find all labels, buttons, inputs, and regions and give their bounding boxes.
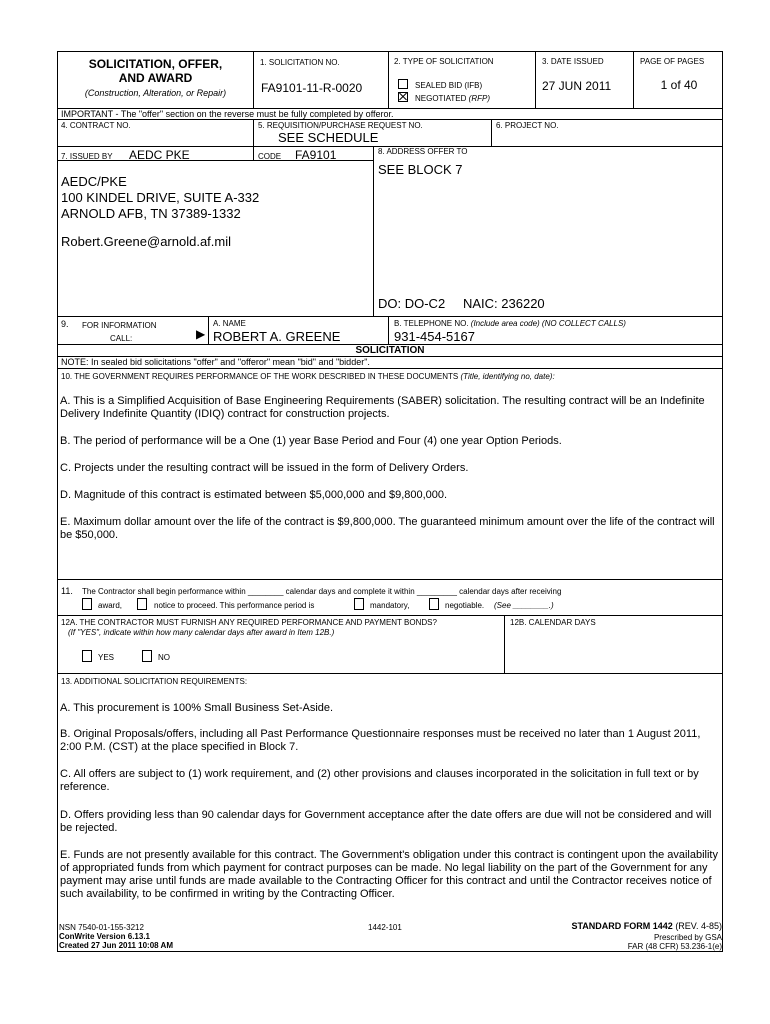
address-line: AEDC/PKE <box>61 174 127 189</box>
footer-far: FAR (48 CFR) 53.236-1(e) <box>627 942 722 951</box>
block8-value[interactable]: SEE BLOCK 7 <box>378 162 463 177</box>
divider <box>535 52 536 108</box>
notice-label: notice to proceed. This performance period is <box>154 601 315 610</box>
award-checkbox[interactable] <box>82 598 92 610</box>
block11-line1: The Contractor shall begin performance within ________ calendar days and complete it within _________ calendar days after receiving <box>82 587 562 596</box>
bonds-yes-checkbox[interactable] <box>82 650 92 662</box>
block10-label-text: 10. THE GOVERNMENT REQUIRES PERFORMANCE OF THE WORK DESCRIBED IN THESE DOCUMENTS <box>61 372 459 381</box>
divider <box>58 368 722 369</box>
block9-number: 9. <box>61 319 69 329</box>
arrow-icon: ▶ <box>196 327 206 341</box>
issuer-address <box>61 174 259 222</box>
block2-label: 2. TYPE OF SOLICITATION <box>394 57 494 66</box>
bonds-no-label: NO <box>158 653 170 662</box>
delivery-office: DO: DO-C2 <box>378 296 446 311</box>
block12b-label: 12B. CALENDAR DAYS <box>510 618 596 627</box>
block13-label: 13. ADDITIONAL SOLICITATION REQUIREMENTS: <box>61 677 248 686</box>
divider <box>253 146 254 160</box>
negotiated-checkbox[interactable] <box>398 92 408 102</box>
phone-label-hint: (Include area code) (NO COLLECT CALLS) <box>470 319 626 328</box>
footer-form-code: 1442-101 <box>368 923 402 932</box>
divider <box>58 673 722 674</box>
footer-nsn: NSN 7540-01-155-3212 <box>59 923 144 932</box>
form-title-line1: SOLICITATION, OFFER, <box>88 57 223 71</box>
negotiable-checkbox[interactable] <box>429 598 439 610</box>
naic-code: NAIC: 236220 <box>463 296 545 311</box>
sealed-bid-label: SEALED BID (IFB) <box>415 81 483 90</box>
award-label: award, <box>98 601 123 610</box>
pages-value: 1 of 40 <box>660 78 698 92</box>
block9-label-line2: CALL: <box>110 334 133 343</box>
block5-value[interactable]: SEE SCHEDULE <box>278 130 379 145</box>
block11-number: 11. <box>61 586 73 596</box>
sf1442-form <box>57 51 723 952</box>
phone-label-text: B. TELEPHONE NO. <box>394 319 469 328</box>
block9-label-line1: FOR INFORMATION <box>82 321 157 330</box>
form-title <box>58 57 253 85</box>
date-issued[interactable]: 27 JUN 2011 <box>542 79 612 93</box>
issued-by-value[interactable]: AEDC PKE <box>129 148 190 162</box>
mandatory-label: mandatory, <box>370 601 410 610</box>
form-name: STANDARD FORM 1442 <box>571 921 673 931</box>
block7-label: 7. ISSUED BY <box>61 152 113 161</box>
pages-label: PAGE OF PAGES <box>640 57 705 66</box>
block13-item: D. Offers providing less than 90 calendar days for Government acceptance after the date offers are due will not be considered and will be rejected. <box>60 809 712 834</box>
solicitation-number[interactable]: FA9101-11-R-0020 <box>261 81 363 95</box>
divider <box>388 52 389 108</box>
mandatory-checkbox[interactable] <box>354 598 364 610</box>
footer-form-name <box>571 921 722 932</box>
divider <box>253 119 254 146</box>
divider <box>253 52 254 108</box>
divider <box>373 146 374 316</box>
notice-checkbox[interactable] <box>137 598 147 610</box>
important-note: IMPORTANT - The "offer" section on the reverse must be fully completed by offeror. <box>61 109 394 119</box>
issuer-email[interactable]: Robert.Greene@arnold.af.mil <box>61 234 231 249</box>
phone-label <box>394 319 626 329</box>
divider <box>58 615 722 616</box>
block8-label: 8. ADDRESS OFFER TO <box>378 147 468 156</box>
block10-label <box>61 372 555 382</box>
block10-item: A. This is a Simplified Acquisition of Base Engineering Requirements (SABER) solicitation. The resulting contract will be an Indefinite Delivery Indefinite Quantity (IDIQ) contract for construction projects. <box>60 395 705 420</box>
contact-name[interactable]: ROBERT A. GREENE <box>213 329 341 344</box>
divider <box>388 316 389 344</box>
sealed-bid-note: NOTE: In sealed bid solicitations "offer" and "offeror" mean "bid" and "bidder". <box>61 357 370 367</box>
divider <box>58 316 722 317</box>
negotiated-rfp: (RFP) <box>468 94 490 103</box>
footer-conwrite: ConWrite Version 6.13.1 <box>59 932 150 941</box>
block12a-hint: (If "YES", indicate within how many calendar days after award in Item 12B.) <box>68 628 335 637</box>
footer-created: Created 27 Jun 2011 10:08 AM <box>59 941 173 950</box>
block13-item: C. All offers are subject to (1) work requirement, and (2) other provisions and clauses incorporated in the solicitation in full text or by reference. <box>60 768 699 793</box>
form-rev: (REV. 4-85) <box>675 921 722 931</box>
code-value[interactable]: FA9101 <box>295 148 337 162</box>
block10-item: C. Projects under the resulting contract will be issued in the form of Delivery Orders. <box>60 462 469 474</box>
block12a-label: 12A. THE CONTRACTOR MUST FURNISH ANY REQUIRED PERFORMANCE AND PAYMENT BONDS? <box>61 618 437 627</box>
form-title-line2: AND AWARD <box>118 71 193 85</box>
bonds-yes-label: YES <box>98 653 115 662</box>
sealed-bid-checkbox[interactable] <box>398 79 408 89</box>
block13-item: A. This procurement is 100% Small Business Set-Aside. <box>60 702 334 714</box>
block3-label: 3. DATE ISSUED <box>542 57 604 66</box>
block10-item: D. Magnitude of this contract is estimated between $5,000,000 and $9,800,000. <box>60 489 448 501</box>
block1-label: 1. SOLICITATION NO. <box>260 58 340 67</box>
divider <box>58 579 722 580</box>
solicitation-heading: SOLICITATION <box>355 345 425 356</box>
address-line: 100 KINDEL DRIVE, SUITE A-332 <box>61 190 260 205</box>
block13-item: E. Funds are not presently available for this contract. The Government's obligation under this contract is contingent upon the availability of appropriated funds from which payment for contract purposes can be made. No legal liability on the part of the Government for any payment may arise until funds are made available to the Contracting Officer for this contract and until the Contractor receives notice of such availability, to be confirmed in writing by the Contracting Officer. <box>60 849 718 900</box>
block10-item: E. Maximum dollar amount over the life of the contract is $9,800,000. The guaranteed minimum amount over the life of the contract will be $50,000. <box>60 516 715 541</box>
block10-label-hint: (Title, identifying no, date): <box>460 372 555 381</box>
divider <box>491 119 492 146</box>
block10-item: B. The period of performance will be a One (1) year Base Period and Four (4) one year Option Periods. <box>60 435 562 447</box>
block6-label: 6. PROJECT NO. <box>496 121 559 130</box>
divider <box>58 119 722 120</box>
see-reference: (See ________.) <box>494 601 554 610</box>
name-label: A. NAME <box>213 319 246 328</box>
block4-label: 4. CONTRACT NO. <box>61 121 131 130</box>
negotiated-text: NEGOTIATED <box>415 94 467 103</box>
divider <box>208 316 209 344</box>
contact-phone[interactable]: 931-454-5167 <box>394 329 475 344</box>
negotiated-label <box>415 94 490 104</box>
bonds-no-checkbox[interactable] <box>142 650 152 662</box>
block5-label: 5. REQUISITION/PURCHASE REQUEST NO. <box>258 121 423 130</box>
negotiable-label: negotiable. <box>445 601 485 610</box>
block13-item: B. Original Proposals/offers, including all Past Performance Questionnaire responses must be received no later than 1 August 2011, 2:00 P.M. (CST) at the place specified in Block 7. <box>60 728 701 753</box>
address-line: ARNOLD AFB, TN 37389-1332 <box>61 206 241 221</box>
code-label: CODE <box>258 152 282 161</box>
divider <box>504 615 505 673</box>
footer-prescribed: Prescribed by GSA <box>653 933 722 942</box>
divider <box>58 160 373 161</box>
form-subtitle: (Construction, Alteration, or Repair) <box>84 88 227 98</box>
